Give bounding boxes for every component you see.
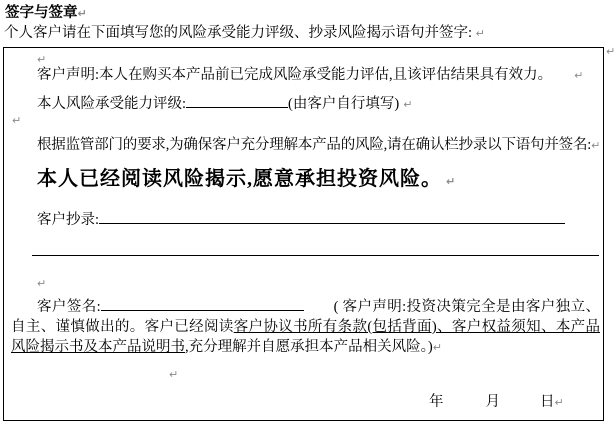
signature-box (3, 47, 604, 421)
paragraph-mark-icon: ↵ (37, 277, 47, 290)
paragraph-mark-icon: ↵ (77, 7, 87, 20)
rating-blank-field[interactable] (186, 92, 288, 108)
paragraph-mark-icon: ↵ (606, 45, 616, 58)
signature-declaration-lead-text: ( 客户声明:投资决策完全是由客户独立、自主、谨慎做出的。客户已经阅读 (11, 299, 601, 335)
transcription-blank-field[interactable] (99, 208, 565, 224)
paragraph-mark-icon: ↵ (475, 27, 485, 40)
paragraph-mark-icon: ↵ (403, 98, 413, 111)
empty-line (169, 366, 178, 383)
signature-declaration-docs-text: 客户协议书所有条款(包括背面)、客户权益须知、本产品风险揭示书及本产品说明书 (11, 319, 601, 355)
client-declaration-line (37, 63, 583, 84)
regulator-instruction-line (37, 133, 600, 154)
transcription-line (37, 208, 565, 229)
risk-statement-text: 本人已经阅读风险揭示,愿意承担投资风险。 (37, 168, 442, 190)
signature-declaration-tail-text: ,充分理解并自愿承担本产品相关风险。) (185, 339, 433, 355)
page-title (5, 1, 87, 22)
paragraph-mark-icon: ↵ (12, 114, 22, 127)
date-day-label: 日 (540, 394, 555, 410)
intro-text-content: 个人客户请在下面填写您的风险承受能力评级、抄录风险揭示语句并签字: (4, 25, 473, 41)
rating-note: (由客户自行填写) (288, 96, 400, 112)
signature-blank-field[interactable] (101, 295, 304, 311)
paragraph-mark-icon: ↵ (554, 396, 564, 409)
paragraph-mark-icon: ↵ (169, 368, 179, 381)
empty-line (37, 275, 46, 292)
rating-line (37, 92, 412, 113)
paragraph-mark-icon: ↵ (591, 139, 601, 152)
client-declaration-text: 客户声明:本人在购买本产品前已完成风险承受能力评估,且该评估结果具有效力。 (37, 67, 553, 83)
date-line (429, 390, 564, 411)
paragraph-mark-icon: ↵ (432, 341, 442, 354)
regulator-instruction-text: 根据监管部门的要求,为确保客户充分理解本产品的风险,请在确认栏抄录以下语句并签名: (37, 137, 592, 153)
risk-statement-line (37, 162, 455, 191)
rating-label: 本人风险承受能力评级: (37, 96, 187, 112)
signature-label: 客户签名: (37, 299, 101, 315)
intro-text (4, 21, 485, 42)
empty-line (12, 112, 21, 129)
signature-paragraph (11, 295, 600, 358)
transcription-label: 客户抄录: (37, 212, 100, 228)
date-year-label: 年 (429, 394, 444, 410)
paragraph-mark-icon: ↵ (446, 175, 456, 188)
paragraph-mark-icon: ↵ (37, 53, 47, 66)
paragraph-mark-icon: ↵ (574, 69, 584, 82)
transcription-blank-field-line2[interactable] (32, 255, 599, 256)
page-title-text: 签字与签章 (5, 5, 78, 21)
date-month-label: 月 (485, 394, 500, 410)
